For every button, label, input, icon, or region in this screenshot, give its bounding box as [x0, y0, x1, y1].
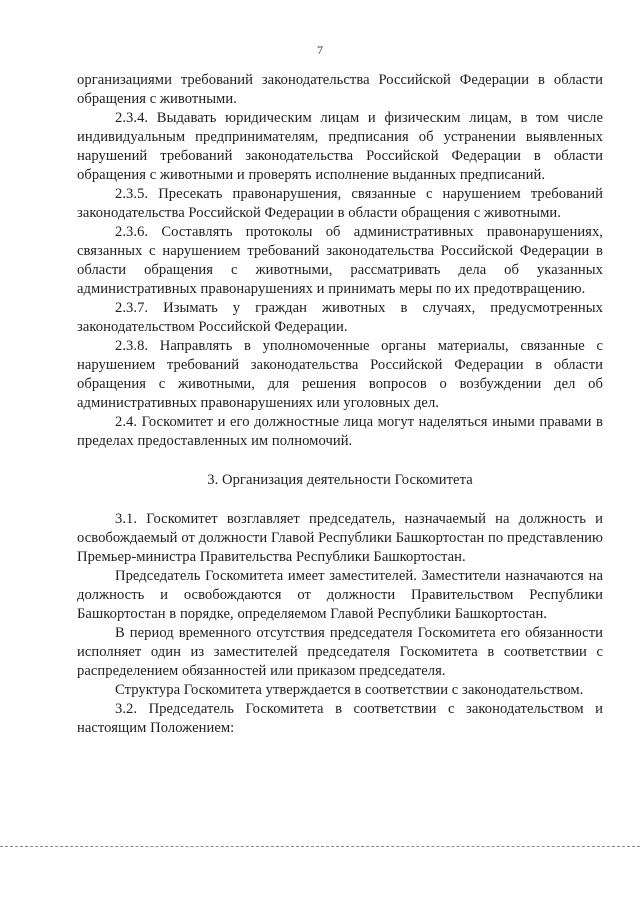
paragraph-3-2: 3.2. Председатель Госкомитета в соответствии с законодательством и настоящим Положением: [77, 701, 603, 736]
document-body [77, 71, 603, 738]
section-heading: 3. Организация деятельности Госкомитета [207, 472, 473, 488]
page-bottom-rule [0, 846, 640, 847]
paragraph-2-3-7: 2.3.7. Изымать у граждан животных в случаях, предусмотренных законодательством Российской Федерации. [77, 300, 603, 335]
paragraph-deputies: Председатель Госкомитета имеет заместителей. Заместители назначаются на должность и освобождаются от должности Правительством Республики Башкортостан в порядке, определяемом Главой Республики Башкортостан. [77, 568, 603, 622]
paragraph-temporary-absence: В период временного отсутствия председателя Госкомитета его обязанности исполняет один из заместителей председателя Госкомитета в соответствии с распределением обязанностей или приказом председателя. [77, 625, 603, 679]
paragraph-2-3-6: 2.3.6. Составлять протоколы об административных правонарушениях, связанных с нарушением требований законодательства Российской Федерации в области обращения с животными, рассматривать дела об указанных административных правонарушениях и принимать меры по их предотвращению. [77, 224, 603, 297]
paragraph-2-4: 2.4. Госкомитет и его должностные лица могут наделяться иными правами в пределах предоставленных им полномочий. [77, 414, 603, 449]
page-number: 7 [317, 43, 323, 57]
paragraph-structure: Структура Госкомитета утверждается в соответствии с законодательством. [115, 682, 584, 698]
paragraph-2-3-4: 2.3.4. Выдавать юридическим лицам и физическим лицам, в том числе индивидуальным предпринимателям, предписания об устранении выявленных нарушений требований законодательства Российской Федерации в области обращения с животными и проверять исполнение выданных предписаний. [77, 110, 603, 183]
paragraph-3-1: 3.1. Госкомитет возглавляет председатель, назначаемый на должность и освобождаемый от должности Главой Республики Башкортостан по представлению Премьер-министра Правительства Республики Башкортостан. [77, 511, 603, 565]
paragraph-2-3-8: 2.3.8. Направлять в уполномоченные органы материалы, связанные с нарушением требований законодательства Российской Федерации в области обращения с животными, для решения вопросов о возбуждении дел об административных правонарушениях или уголовных дел. [77, 338, 603, 411]
paragraph-2-3-5: 2.3.5. Пресекать правонарушения, связанные с нарушением требований законодательства Российской Федерации в области обращения с животными. [77, 186, 603, 221]
paragraph-continuation: организациями требований законодательства Российской Федерации в области обращения с животными. [77, 72, 603, 107]
